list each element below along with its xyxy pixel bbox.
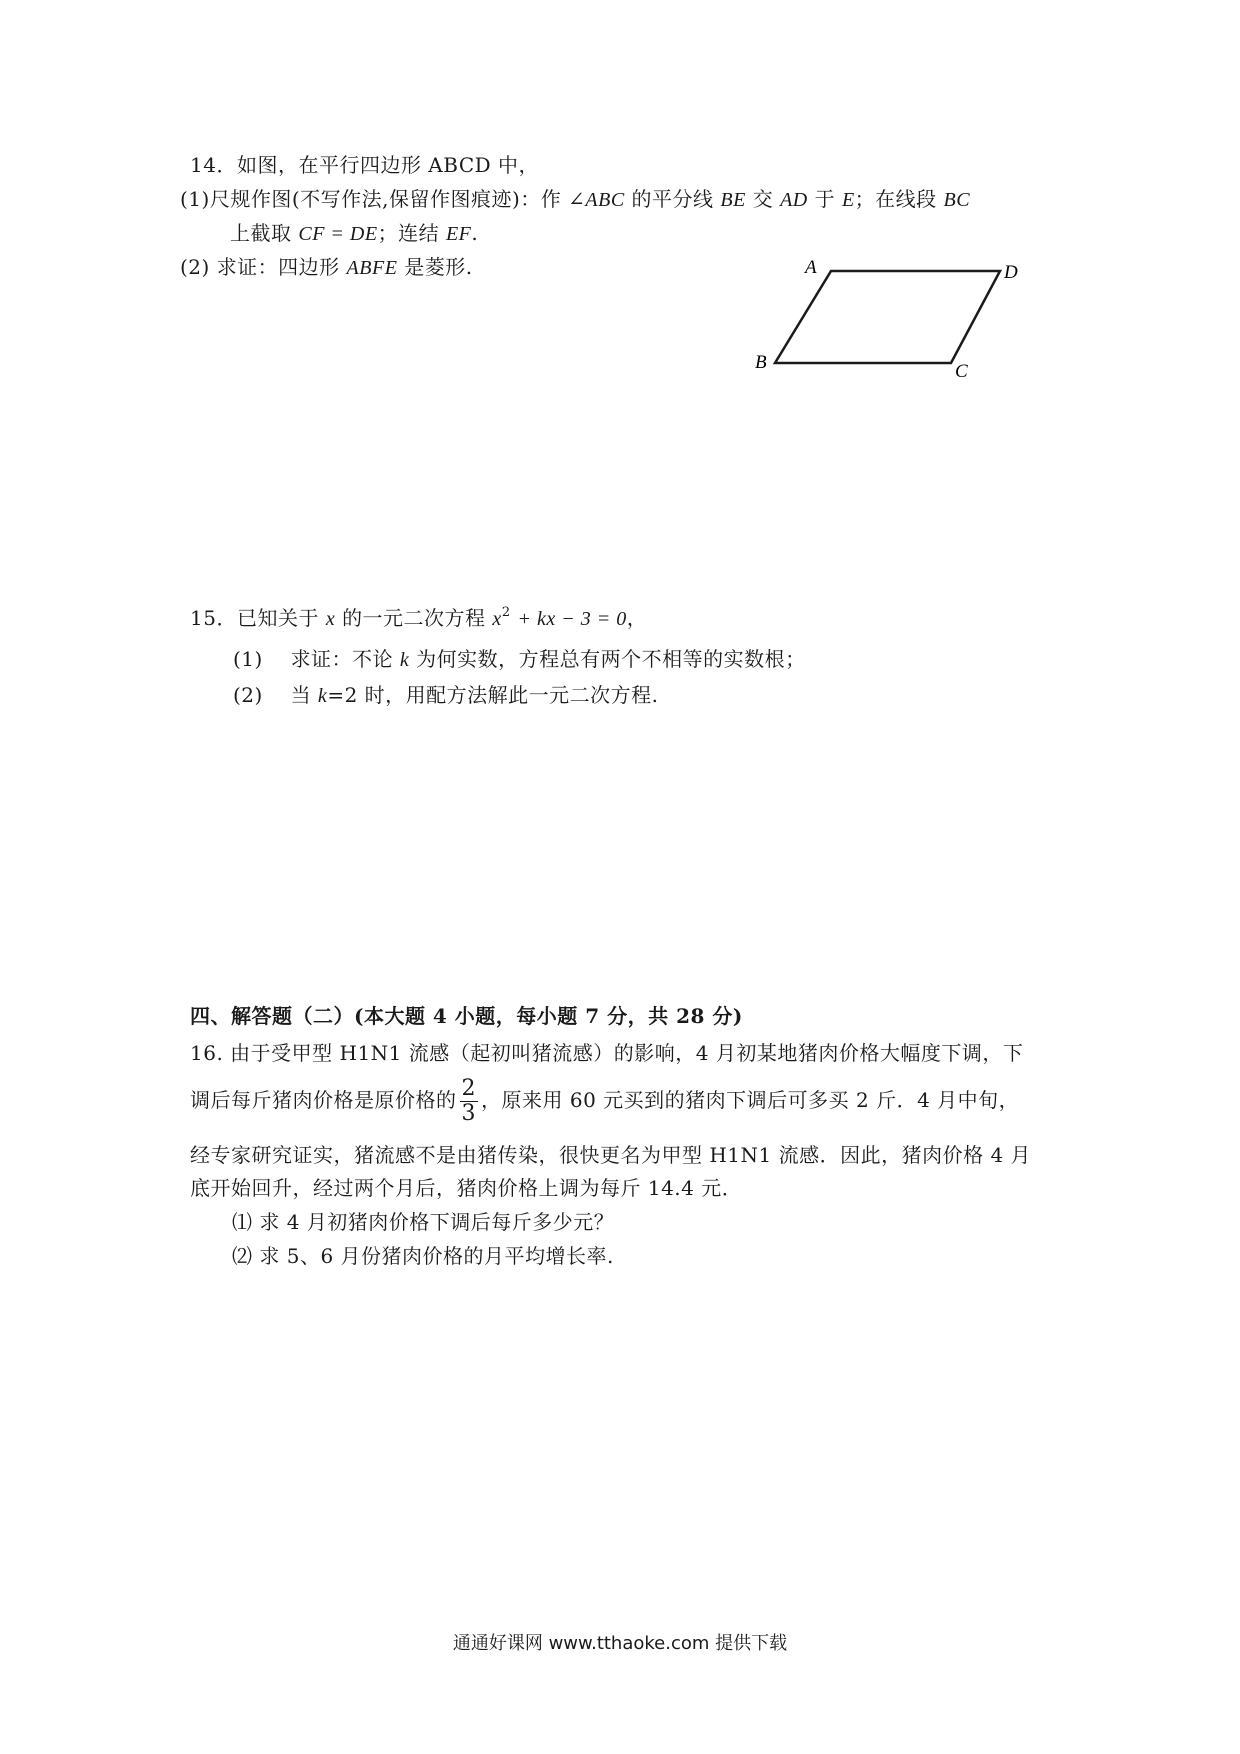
page-footer: 通通好课网 www.tthaoke.com 提供下载 <box>452 1633 788 1654</box>
q14-part1-line1 <box>180 186 970 213</box>
q15-part1 <box>233 646 806 673</box>
q14-abfe: ABFE <box>346 257 398 279</box>
q16-line2-b: ，原来用 60 元买到的猪肉下调后可多买 2 斤．4 月中旬， <box>481 1088 1020 1112</box>
q14-cfde: CF = DE <box>298 223 378 245</box>
q16-line2-a: 调后每斤猪肉价格是原价格的 <box>190 1088 457 1112</box>
q14-ef: EF <box>445 223 472 245</box>
q14-line2-end: . <box>471 221 479 245</box>
q15-p1-a: 求证：不论 <box>290 647 394 671</box>
q16-line3: 经专家研究证实，猪流感不是由猪传染，很快更名为甲型 H1N1 流感．因此，猪肉价格 4 月 <box>190 1143 1032 1167</box>
q14-part2-prefix: (2) 求证：四边形 <box>180 255 340 279</box>
q15-stem-end: ， <box>626 606 648 630</box>
q14-angle: ∠ABC <box>568 189 625 211</box>
q16-line1: 16. 由于受甲型 H1N1 流感（起初叫猪流感）的影响，4 月初某地猪肉价格大幅度下调，下 <box>190 1041 1024 1065</box>
q14-stem-text: 14．如图，在平行四边形 ABCD 中， <box>190 153 540 177</box>
q16-line2 <box>190 1076 1019 1126</box>
q16-line4: 底开始回升，经过两个月后，猪肉价格上调为每斤 14.4 元． <box>190 1176 743 1200</box>
q14-line2-prefix: 上截取 <box>230 221 292 245</box>
q14-part2-end: 是菱形. <box>404 255 473 279</box>
q16-part2: ⑵ 求 5、6 月份猪肉价格的月平均增长率. <box>232 1244 614 1268</box>
label-c: C <box>955 361 968 382</box>
q15-p2-num: (2) <box>233 683 263 707</box>
q14-line2-mid: ；连结 <box>377 221 440 245</box>
q16-fraction <box>460 1077 479 1126</box>
q16-frac-den: 3 <box>461 1101 476 1126</box>
q14-stem <box>190 152 539 178</box>
q14-e: E <box>841 189 855 211</box>
section4-heading: 四、解答题（二）(本大题 4 小题，每小题 7 分，共 28 分) <box>190 1004 743 1028</box>
label-d: D <box>1004 262 1018 283</box>
q15-p2-b: =2 时，用配方法解此一元二次方程. <box>327 683 659 707</box>
q15-p2-a: 当 <box>290 683 312 707</box>
q15-eq-x: x <box>492 608 502 630</box>
q15-p1-k: k <box>399 649 410 671</box>
q15-eq-rest: + kx − 3 = 0 <box>517 608 627 630</box>
q14-jiao: 交 <box>752 187 774 211</box>
q14-part1-line2 <box>230 220 478 247</box>
q15-eq-pow: 2 <box>501 605 511 620</box>
q15-stem-prefix: 15．已知关于 <box>190 606 319 630</box>
q14-ad: AD <box>780 189 808 211</box>
q14-part1-mid1: 的平分线 <box>631 187 714 211</box>
q14-bc: BC <box>943 189 971 211</box>
label-a: A <box>805 257 817 278</box>
q15-p1-num: (1) <box>233 647 263 671</box>
q14-be: BE <box>720 189 746 211</box>
q15-x: x <box>325 608 336 630</box>
q14-part2 <box>180 254 473 281</box>
q14-part1-prefix: (1)尺规作图(不写作法,保留作图痕迹)：作 <box>180 187 562 211</box>
q16-frac-num: 2 <box>461 1076 476 1101</box>
q15-stem-mid: 的一元二次方程 <box>342 606 486 630</box>
q14-part1-mid2: ；在线段 <box>854 187 937 211</box>
q15-p1-b: 为何实数，方程总有两个不相等的实数根； <box>416 647 806 671</box>
q15-part2 <box>233 682 659 709</box>
q16-part1: ⑴ 求 4 月初猪肉价格下调后每斤多少元？ <box>232 1210 615 1234</box>
q14-yu: 于 <box>814 187 836 211</box>
label-b: B <box>755 352 767 373</box>
q15-stem <box>190 600 647 632</box>
parallelogram-abcd <box>775 271 1000 363</box>
parallelogram-figure <box>745 250 1035 385</box>
q15-p2-k: k <box>317 685 328 707</box>
